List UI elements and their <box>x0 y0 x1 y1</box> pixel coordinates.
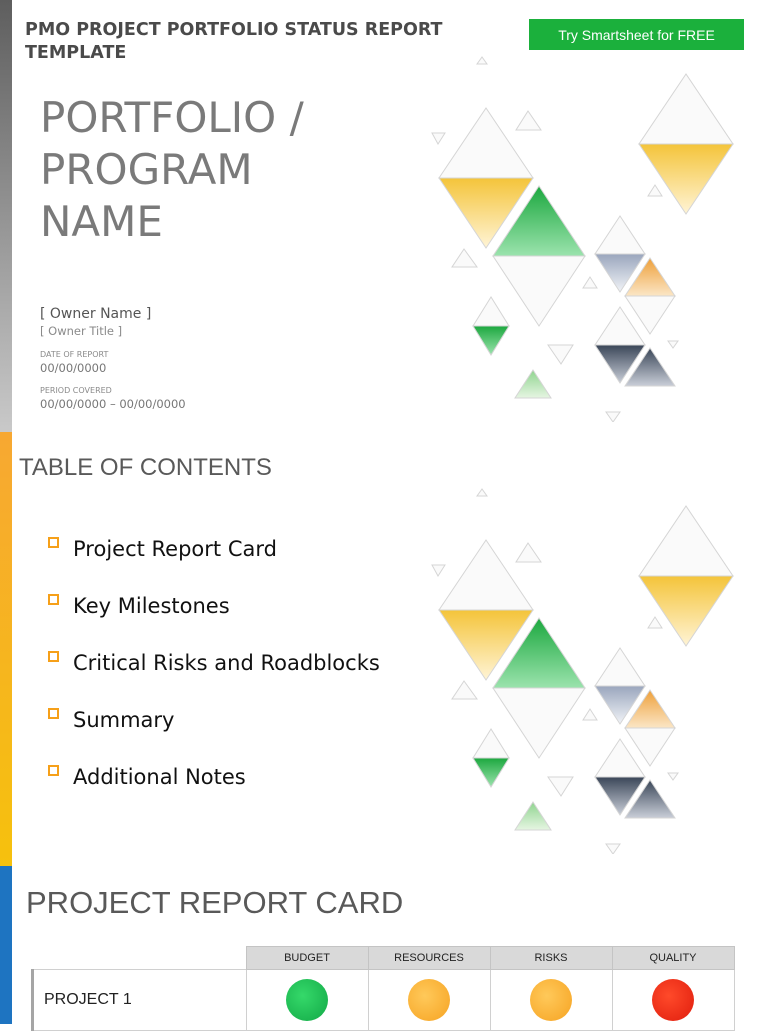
resources-cell[interactable] <box>368 970 490 1031</box>
toc-list <box>48 520 380 805</box>
toc-item-project-report-card[interactable] <box>48 520 380 577</box>
budget-cell[interactable] <box>246 970 368 1031</box>
toc-item-label: Project Report Card <box>73 536 277 561</box>
period-covered-label: PERIOD COVERED <box>40 386 112 395</box>
period-covered-value: 00/00/0000 – 00/00/0000 <box>40 397 186 411</box>
document-title: PMO PROJECT PORTFOLIO STATUS REPORT TEMPLATE <box>25 20 443 63</box>
toc-item-label: Additional Notes <box>73 764 246 789</box>
date-of-report-value: 00/00/0000 <box>40 361 107 375</box>
date-of-report-label: DATE OF REPORT <box>40 350 109 359</box>
triangle-decoration <box>420 484 750 854</box>
portfolio-name: PORTFOLIO / PROGRAM NAME <box>40 93 304 246</box>
toc-heading: TABLE OF CONTENTS <box>19 454 272 481</box>
table-row <box>33 970 735 1031</box>
checkbox-bullet-icon <box>48 537 59 548</box>
status-dot-icon <box>530 979 572 1021</box>
toc-item-label: Summary <box>73 707 175 732</box>
checkbox-bullet-icon <box>48 594 59 605</box>
toc-item-label: Critical Risks and Roadblocks <box>73 650 380 675</box>
column-header-budget: BUDGET <box>246 947 368 970</box>
side-stripe <box>0 0 12 432</box>
risks-cell[interactable] <box>490 970 612 1031</box>
report-card-table <box>31 946 735 1031</box>
toc-item-summary[interactable] <box>48 691 380 748</box>
toc-item-key-milestones[interactable] <box>48 577 380 634</box>
toc-page <box>0 432 768 866</box>
try-smartsheet-button[interactable]: Try Smartsheet for FREE <box>529 19 744 50</box>
column-header-risks: RISKS <box>490 947 612 970</box>
header-blank <box>33 947 247 970</box>
checkbox-bullet-icon <box>48 651 59 662</box>
toc-item-additional-notes[interactable] <box>48 748 380 805</box>
quality-cell[interactable] <box>612 970 734 1031</box>
status-dot-icon <box>286 979 328 1021</box>
owner-title: [ Owner Title ] <box>40 324 123 338</box>
table-header-row <box>33 947 735 970</box>
side-stripe <box>0 432 12 866</box>
checkbox-bullet-icon <box>48 708 59 719</box>
status-dot-icon <box>408 979 450 1021</box>
status-dot-icon <box>652 979 694 1021</box>
column-header-resources: RESOURCES <box>368 947 490 970</box>
side-stripe <box>0 866 12 1024</box>
toc-item-label: Key Milestones <box>73 593 230 618</box>
checkbox-bullet-icon <box>48 765 59 776</box>
report-card-page <box>0 866 768 1024</box>
toc-item-critical-risks[interactable] <box>48 634 380 691</box>
triangle-decoration <box>420 52 750 422</box>
column-header-quality: QUALITY <box>612 947 734 970</box>
project-name: PROJECT 1 <box>33 970 247 1031</box>
owner-name: [ Owner Name ] <box>40 306 152 322</box>
report-card-heading: PROJECT REPORT CARD <box>26 885 404 920</box>
cover-page <box>0 0 768 432</box>
